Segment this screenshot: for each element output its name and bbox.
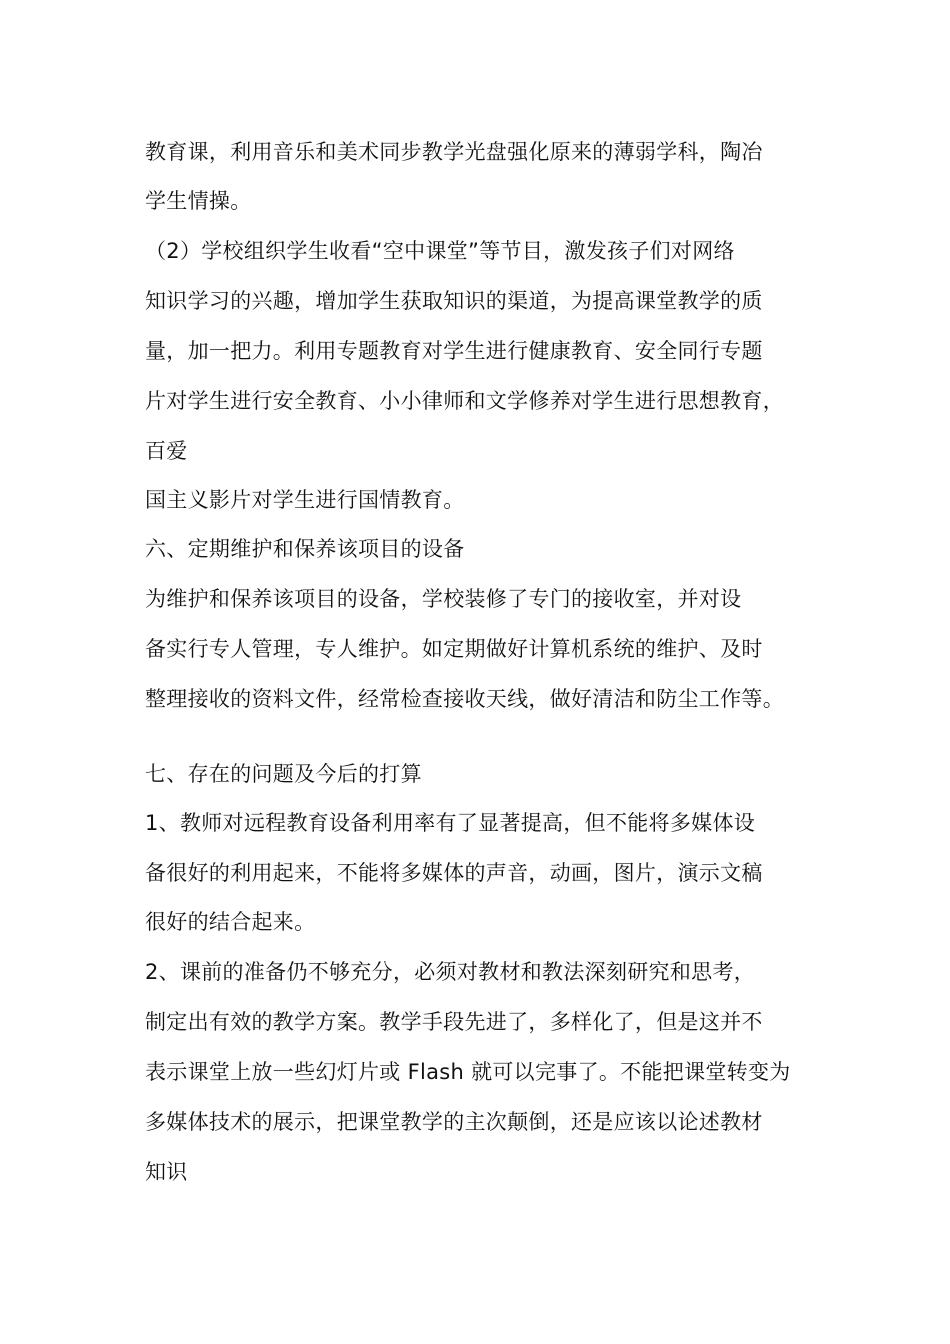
section-heading: 七、存在的问题及今后的打算 — [145, 762, 422, 786]
text-line: 教育课，利用音乐和美术同步教学光盘强化原来的薄弱学科，陶冶 — [145, 140, 763, 164]
text-line: 制定出有效的教学方案。教学手段先进了，多样化了，但是这并不 — [145, 1010, 763, 1034]
text-line: （2）学校组织学生收看“空中课堂”等节目，激发孩子们对网络 — [145, 239, 735, 263]
text-line: 很好的结合起来。 — [145, 910, 316, 934]
text-line: 整理接收的资料文件，经常检查接收天线，做好清洁和防尘工作等。 — [145, 687, 784, 711]
text-line: 学生情操。 — [145, 189, 252, 213]
text-line: 知识 — [145, 1160, 188, 1184]
text-line: 百爱 — [145, 439, 188, 463]
text-line: 量，加一把力。利用专题教育对学生进行健康教育、安全同行专题 — [145, 339, 763, 363]
section-heading: 六、定期维护和保养该项目的设备 — [145, 537, 465, 561]
text-line: 为维护和保养该项目的设备，学校装修了专门的接收室，并对设 — [145, 587, 742, 611]
text-line: 表示课堂上放一些幻灯片或 Flash 就可以完事了。不能把课堂转变为 — [145, 1060, 791, 1084]
text-line: 备很好的利用起来，不能将多媒体的声音，动画，图片，演示文稿 — [145, 861, 763, 885]
text-line: 2、课前的准备仍不够充分，必须对教材和教法深刻研究和思考， — [145, 960, 756, 984]
text-line: 片对学生进行安全教育、小小律师和文学修养对学生进行思想教育， — [145, 389, 784, 413]
text-line: 1、教师对远程教育设备利用率有了显著提高，但不能将多媒体设 — [145, 811, 756, 835]
text-line: 知识学习的兴趣，增加学生获取知识的渠道，为提高课堂教学的质 — [145, 289, 763, 313]
text-line: 多媒体技术的展示，把课堂教学的主次颠倒，还是应该以论述教材 — [145, 1110, 763, 1134]
text-line: 国主义影片对学生进行国情教育。 — [145, 488, 465, 512]
text-line: 备实行专人管理，专人维护。如定期做好计算机系统的维护、及时 — [145, 637, 763, 661]
